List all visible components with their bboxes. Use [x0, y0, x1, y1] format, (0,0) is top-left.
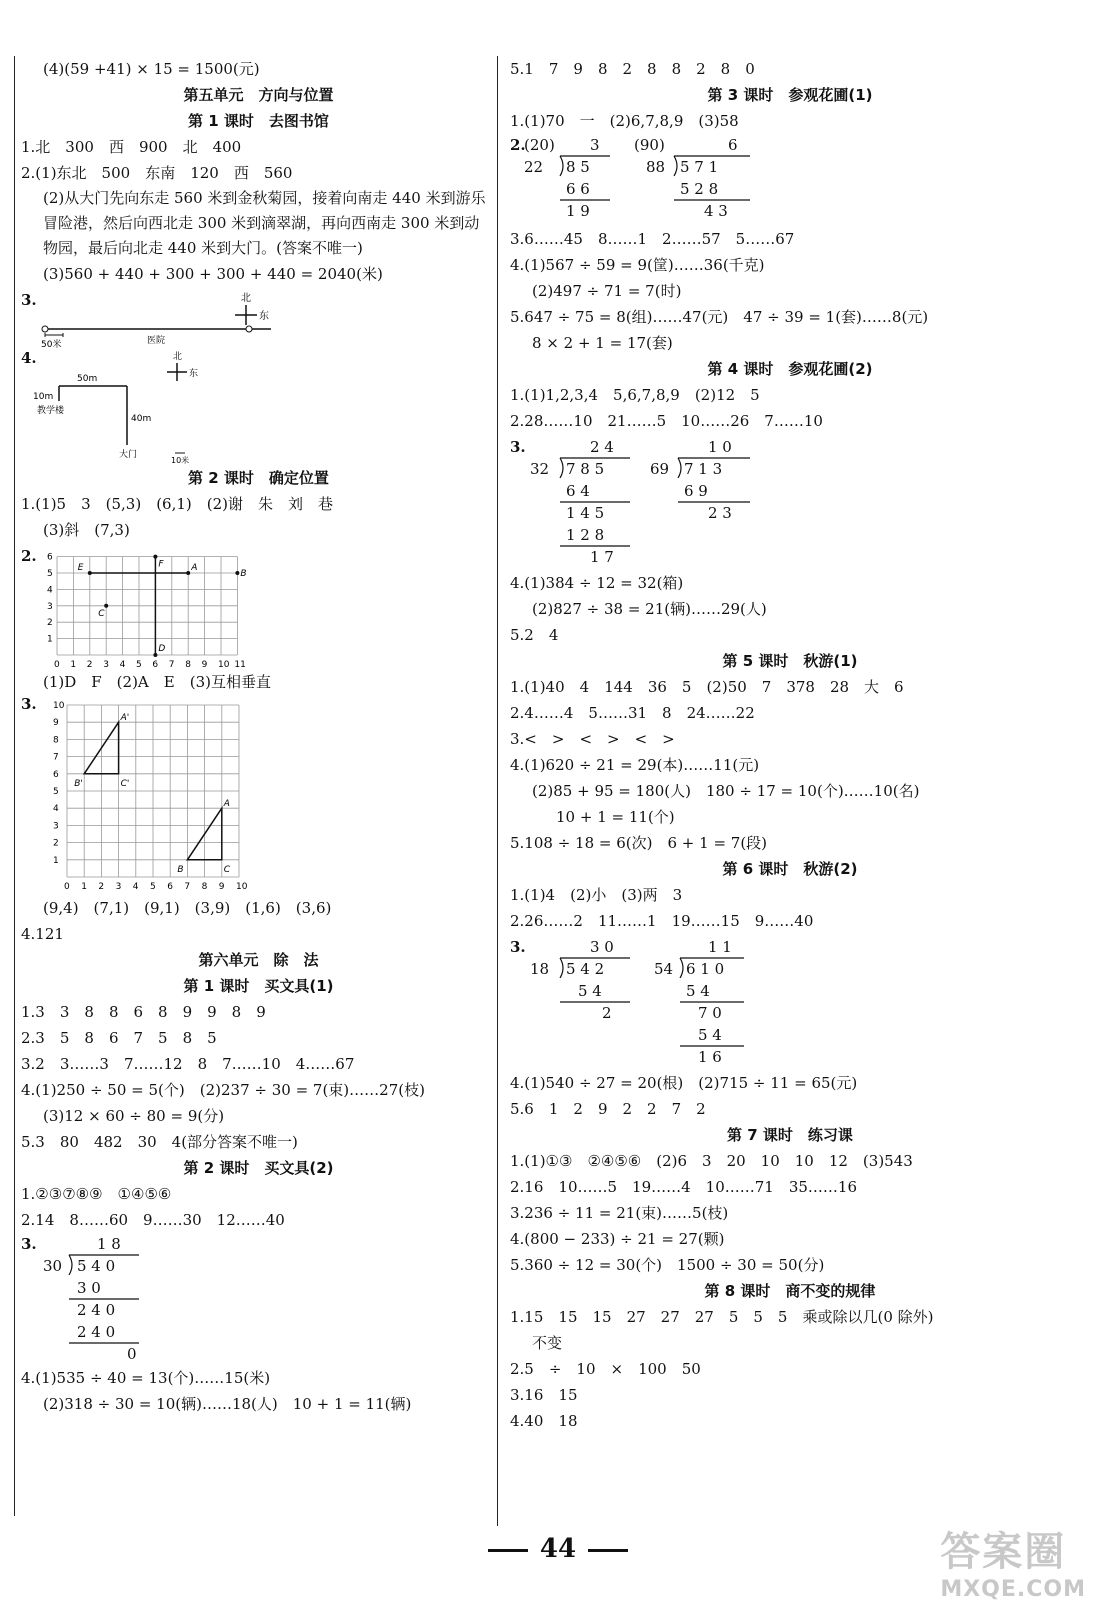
x-tick-label: 4	[132, 882, 139, 892]
x-tick-label: 5	[150, 882, 156, 892]
dividend: 5 4 0	[77, 1257, 116, 1275]
unit-heading: 第五单元 方向与位置	[183, 86, 334, 104]
quotient: 1 1	[708, 938, 732, 956]
gate-label: 大门	[119, 450, 138, 460]
divisor: 88	[646, 158, 666, 176]
division-step: 1 4 5	[566, 504, 605, 522]
x-tick-label: 10	[236, 882, 248, 892]
y-tick-label: 4	[53, 804, 59, 815]
answer-line: 4.(1)535 ÷ 40 = 13(个)……15(米)	[21, 1369, 271, 1387]
x-tick-label: 11	[234, 660, 246, 669]
question-number: 3.	[21, 291, 37, 309]
point-label: D	[158, 644, 166, 654]
y-tick-label: 6	[47, 552, 53, 563]
x-tick-label: 1	[70, 660, 77, 669]
y-tick-label: 4	[47, 585, 53, 596]
answer-line: 1.(1)1,2,3,4 5,6,7,8,9 (2)12 5	[510, 386, 760, 404]
question-number: 3.	[21, 1235, 37, 1253]
x-tick-label: 3	[103, 660, 109, 669]
dividend: 5 7 1	[680, 158, 719, 176]
school-route-figure	[21, 349, 481, 465]
y-tick-label: 8	[53, 735, 59, 746]
remainder: 1 7	[590, 548, 614, 566]
y-tick-label: 1	[53, 855, 59, 866]
answer-line: 2.26……2 11……1 19……15 9……40	[510, 912, 814, 930]
answer-line: (9,4) (7,1) (9,1) (3,9) (1,6) (3,6)	[43, 899, 332, 917]
lesson-heading: 第 8 课时 商不变的规律	[704, 1282, 876, 1300]
lesson-heading: 第 1 课时 去图书馆	[188, 112, 329, 130]
school-label: 教学楼	[37, 406, 65, 416]
grid-figure	[21, 543, 281, 669]
division-bracket	[510, 134, 770, 226]
division-bracket	[510, 934, 770, 1070]
x-tick-label: 9	[218, 882, 225, 892]
divisor: 69	[650, 460, 670, 478]
answer-line: 3.236 ÷ 11 = 21(束)……5(枝)	[510, 1204, 729, 1222]
point-label: B	[240, 569, 247, 579]
answer-line: (1)D F (2)A E (3)互相垂直	[43, 673, 271, 691]
division-step: 6 4	[566, 482, 590, 500]
compass-icon	[167, 363, 187, 381]
remainder: 2 3	[708, 504, 732, 522]
answer-line: 4.(1)567 ÷ 59 = 9(筐)……36(千克)	[510, 256, 765, 274]
answer-line: 2.28……10 21……5 10……26 7……10	[510, 412, 823, 430]
answer-line: 3.6……45 8……1 2……57 5……67	[510, 230, 795, 248]
answer-line: 8 × 2 + 1 = 17(套)	[532, 334, 673, 352]
answer-paragraph: (2)从大门先向东走 560 米到金秋菊园，接着向南走 440 米到游乐冒险港，然后向西北走 300 米到滴翠湖，再向西南走 300 米到动物园，最后向北走 440 米到大门。(答案不唯一)	[43, 189, 486, 257]
vertex-label: A	[223, 799, 230, 810]
remainder: 2	[602, 1004, 612, 1022]
division-step: 5 4	[698, 1026, 722, 1044]
remainder: 1 9	[566, 202, 590, 220]
division-step: 2 4 0	[77, 1301, 116, 1319]
distance-label: 10m	[33, 392, 54, 402]
north-label: 北	[241, 293, 251, 304]
coordinate-grid-3	[21, 695, 496, 895]
divisor: 18	[530, 960, 550, 978]
division-step: 5 4	[578, 982, 602, 1000]
division-step: 5 2 8	[680, 180, 719, 198]
vertex-label: C	[223, 864, 231, 875]
unit-heading: 第六单元 除 法	[198, 951, 319, 969]
question-number: 3.	[510, 938, 526, 956]
dividend: 6 1 0	[686, 960, 725, 978]
question-number: 2.	[21, 547, 37, 565]
x-tick-label: 7	[168, 660, 175, 669]
answer-line: 3.16 15	[510, 1386, 578, 1404]
quotient: 2 4	[590, 438, 614, 456]
x-tick-label: 6	[167, 882, 173, 892]
lesson-heading: 第 6 课时 秋游(2)	[722, 860, 858, 878]
point-B	[235, 571, 239, 575]
answer-line: 5.1 7 9 8 2 8 8 2 8 0	[510, 60, 755, 78]
x-tick-label: 8	[201, 882, 208, 892]
long-division-pair	[510, 134, 1070, 226]
start-point	[42, 326, 48, 332]
answer-line: 4.(1)620 ÷ 21 = 29(本)……11(元)	[510, 756, 760, 774]
east-label: 东	[259, 311, 269, 322]
x-tick-label: 9	[201, 660, 208, 669]
answer-line: 4.121	[21, 925, 64, 943]
answer-line: 5.3 80 482 30 4(部分答案不唯一)	[21, 1133, 298, 1151]
x-tick-label: 10	[218, 660, 230, 669]
division-step: 7 0	[698, 1004, 722, 1022]
point-F	[153, 555, 157, 559]
vertex-label: B	[177, 864, 184, 875]
answer-line: 5.108 ÷ 18 = 6(次) 6 + 1 = 7(段)	[510, 834, 768, 852]
point-E	[88, 571, 92, 575]
dividend: 5 4 2	[566, 960, 605, 978]
y-tick-label: 9	[53, 718, 59, 729]
dividend: 8 5	[566, 158, 590, 176]
vertex-label: B'	[74, 778, 83, 789]
watermark-text: 答案圈	[940, 1529, 1067, 1575]
column-divider	[497, 56, 498, 1526]
answer-line: 5.360 ÷ 12 = 30(个) 1500 ÷ 30 = 50(分)	[510, 1256, 825, 1274]
scale-label: 50米	[41, 340, 62, 349]
answer-line: 1.(1)70 一 (2)6,7,8,9 (3)58	[510, 112, 739, 130]
quotient: 6	[728, 136, 738, 154]
long-division-pair	[510, 934, 1070, 1070]
answer-line: 2.3 5 8 6 7 5 8 5	[21, 1029, 217, 1047]
answer-line: 1.(1)40 4 144 36 5 (2)50 7 378 28 大 6	[510, 678, 904, 696]
lesson-heading: 第 4 课时 参观花圃(2)	[707, 360, 873, 378]
answer-line: 不变	[532, 1334, 563, 1352]
division-bracket	[21, 1233, 141, 1365]
division-label: (90)	[634, 136, 665, 154]
x-tick-label: 0	[54, 660, 60, 669]
lesson-heading: 第 2 课时 确定位置	[188, 469, 329, 487]
answer-line: 5.6 1 2 9 2 2 7 2	[510, 1100, 706, 1118]
division-step: 1 2 8	[566, 526, 605, 544]
x-tick-label: 0	[64, 882, 70, 892]
answer-line: 3.< > < > < >	[510, 730, 675, 748]
quotient: 1 0	[708, 438, 732, 456]
dividend: 7 8 5	[566, 460, 605, 478]
lesson-heading: 第 2 课时 买文具(2)	[183, 1159, 334, 1177]
dividend: 7 1 3	[684, 460, 723, 478]
distance-label: 50m	[77, 374, 98, 384]
y-tick-label: 2	[47, 618, 53, 629]
point-label: E	[77, 563, 84, 573]
left-column	[14, 56, 496, 1516]
answer-line: 1.3 3 8 8 6 8 9 9 8 9	[21, 1003, 266, 1021]
y-tick-label: 5	[47, 569, 53, 579]
x-tick-label: 4	[119, 660, 126, 669]
question-number: 3.	[510, 438, 526, 456]
lesson-heading: 第 5 课时 秋游(1)	[722, 652, 858, 670]
answer-line: 5.647 ÷ 75 = 8(组)……47(元) 47 ÷ 39 = 1(套)……8(元)	[510, 308, 929, 326]
answer-line: 1.北 300 西 900 北 400	[21, 138, 242, 156]
answer-line: 2.16 10……5 19……4 10……71 35……16	[510, 1178, 858, 1196]
answer-line: 4.(1)540 ÷ 27 = 20(根) (2)715 ÷ 11 = 65(元)	[510, 1074, 858, 1092]
point-label: C	[98, 608, 105, 619]
right-column	[510, 56, 1070, 1434]
division-step: 6 9	[684, 482, 708, 500]
scale-label: 10米	[171, 456, 190, 465]
division-bracket	[510, 434, 770, 570]
division-step: 6 6	[566, 180, 590, 198]
answer-line: 2.5 ÷ 10 × 100 50	[510, 1360, 701, 1378]
x-tick-label: 2	[86, 660, 93, 669]
long-division-pair	[510, 434, 1070, 570]
division-label: (20)	[524, 136, 555, 154]
answer-line: 3.2 3……3 7……12 8 7……10 4……67	[21, 1055, 355, 1073]
long-division	[21, 1233, 496, 1365]
answer-line: (2)318 ÷ 30 = 10(辆)……18(人) 10 + 1 = 11(辆)	[43, 1395, 412, 1413]
y-tick-label: 7	[53, 752, 59, 763]
point-C	[104, 604, 108, 608]
answer-line: 4.40 18	[510, 1412, 578, 1430]
point-A	[186, 571, 190, 575]
division-step: 3 0	[77, 1279, 101, 1297]
divisor: 54	[654, 960, 674, 978]
watermark-url: MXQE.COM	[940, 1577, 1086, 1602]
division-step: 2 4 0	[77, 1323, 116, 1341]
route-figure-3	[21, 287, 496, 349]
x-tick-label: 2	[98, 882, 105, 892]
hospital-label: 医院	[147, 336, 166, 346]
remainder: 0	[127, 1345, 137, 1363]
y-tick-label: 6	[53, 769, 59, 780]
coordinate-grid-2	[21, 543, 496, 669]
question-number: 3.	[21, 695, 37, 713]
answer-line: (4)(59 +41) × 15 = 1500(元)	[43, 60, 260, 78]
y-tick-label: 2	[53, 838, 59, 849]
answer-line: (2)85 + 95 = 180(人) 180 ÷ 17 = 10(个)……10(名)	[532, 782, 920, 800]
answer-line: 1.(1)4 (2)小 (3)两 3	[510, 886, 683, 904]
quotient: 1 8	[97, 1235, 121, 1253]
division-step: 5 4	[686, 982, 710, 1000]
y-tick-label: 3	[53, 821, 59, 832]
remainder: 4 3	[704, 202, 728, 220]
remainder: 1 6	[698, 1048, 722, 1066]
compass-icon	[235, 305, 257, 325]
lesson-heading: 第 1 课时 买文具(1)	[183, 977, 334, 995]
page-number-text: 44	[539, 1534, 577, 1564]
answer-line: 1.(1)①③ ②④⑤⑥ (2)6 3 20 10 10 12 (3)543	[510, 1152, 913, 1170]
end-point	[246, 326, 252, 332]
answer-line: (2)827 ÷ 38 = 21(辆)……29(人)	[532, 600, 767, 618]
point-label: F	[158, 559, 164, 570]
answer-line: 5.2 4	[510, 626, 559, 644]
answer-line: 4.(800 − 233) ÷ 21 = 27(颗)	[510, 1230, 725, 1248]
quotient: 3	[590, 136, 600, 154]
y-tick-label: 5	[53, 787, 59, 797]
answer-line: (3)斜 (7,3)	[43, 521, 130, 539]
y-tick-label: 1	[47, 634, 53, 645]
answer-line: 4.(1)384 ÷ 12 = 32(箱)	[510, 574, 684, 592]
east-label: 东	[189, 369, 199, 379]
answer-line: 10 + 1 = 11(个)	[556, 808, 675, 826]
x-tick-label: 7	[184, 882, 191, 892]
answer-line: (3)12 × 60 ÷ 80 = 9(分)	[43, 1107, 225, 1125]
divisor: 30	[43, 1257, 63, 1275]
x-tick-label: 5	[136, 660, 142, 669]
north-label: 北	[173, 352, 183, 362]
distance-label: 40m	[131, 414, 152, 424]
answer-line: (3)560 + 440 + 300 + 300 + 440 = 2040(米)	[43, 265, 383, 283]
answer-line: 2.14 8……60 9……30 12……40	[21, 1211, 285, 1229]
grid-figure	[21, 695, 261, 895]
route-figure-4	[21, 349, 496, 465]
divisor: 32	[530, 460, 550, 478]
x-tick-label: 3	[115, 882, 122, 892]
x-tick-label: 1	[81, 882, 87, 892]
x-tick-label: 8	[185, 660, 191, 669]
watermark	[940, 1520, 1086, 1602]
y-tick-label: 10	[53, 701, 65, 711]
x-tick-label: 6	[152, 660, 159, 669]
divisor: 22	[524, 158, 544, 176]
lesson-heading: 第 3 课时 参观花圃(1)	[707, 86, 873, 104]
answer-line: 1.②③⑦⑧⑨ ①④⑤⑥	[21, 1185, 172, 1203]
lesson-heading: 第 7 课时 练习课	[727, 1126, 853, 1144]
y-tick-label: 3	[47, 601, 53, 612]
point-label: A	[191, 563, 198, 573]
question-number: 2.	[510, 136, 526, 154]
vertex-label: A'	[120, 713, 130, 724]
answer-line: 4.(1)250 ÷ 50 = 5(个) (2)237 ÷ 30 = 7(束)……27(枝)	[21, 1081, 425, 1099]
scale-line-figure	[21, 287, 481, 349]
point-D	[153, 653, 157, 657]
answer-line: 2.4……4 5……31 8 24……22	[510, 704, 755, 722]
answer-line: 2.(1)东北 500 东南 120 西 560	[21, 164, 293, 182]
question-number: 4.	[21, 349, 37, 367]
vertex-label: C'	[120, 778, 130, 789]
quotient: 3 0	[590, 938, 614, 956]
answer-line: (2)497 ÷ 71 = 7(时)	[532, 282, 682, 300]
answer-line: 1.15 15 15 27 27 27 5 5 5 乘或除以几(0 除外)	[510, 1308, 934, 1326]
answer-line: 1.(1)5 3 (5,3) (6,1) (2)谢 朱 刘 巷	[21, 495, 334, 513]
